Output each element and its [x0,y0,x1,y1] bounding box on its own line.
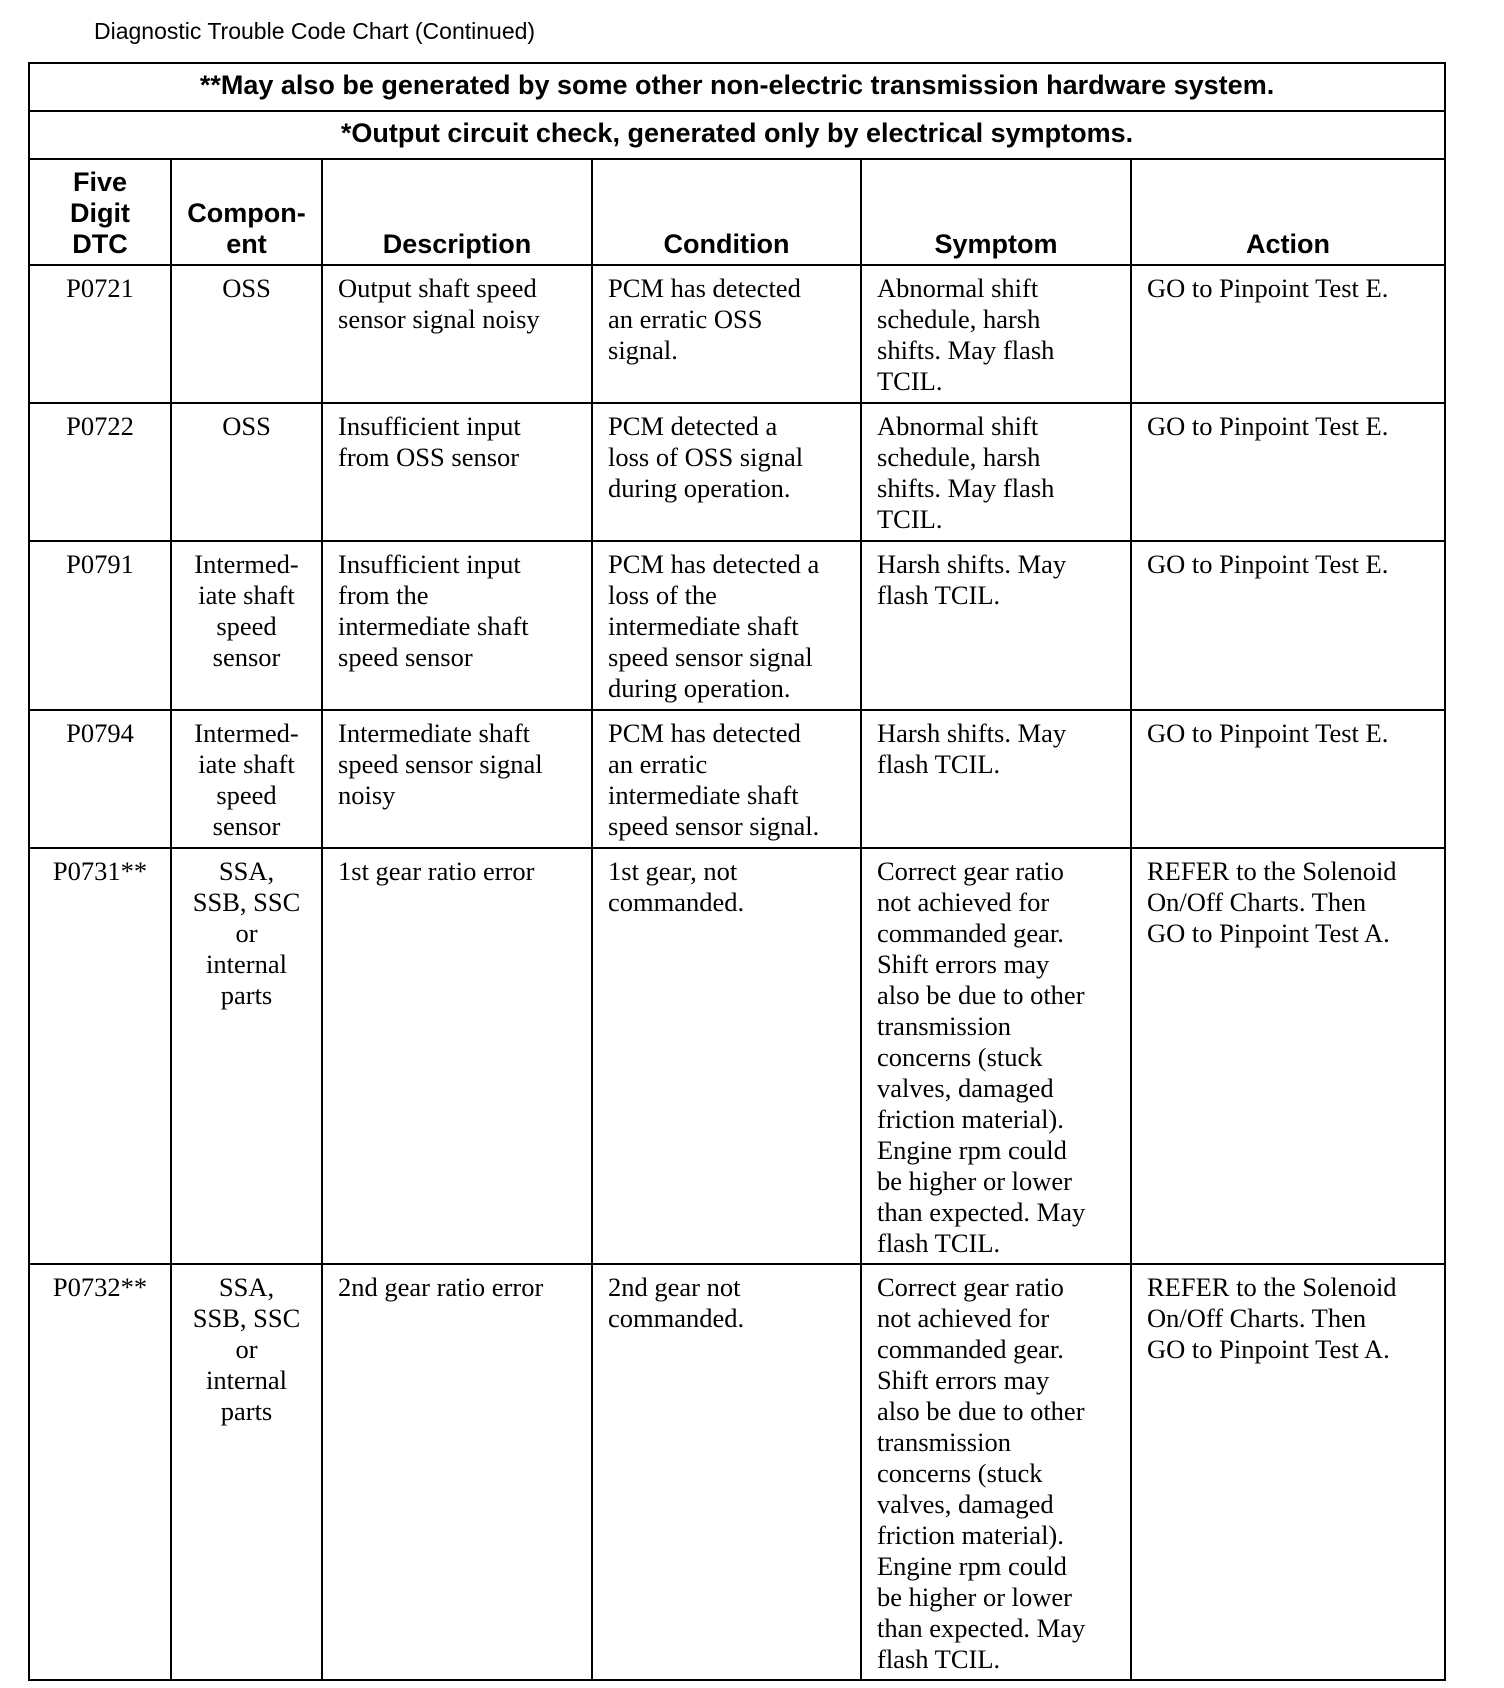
table-note-output-circuit: *Output circuit check, generated only by electrical symptoms. [29,111,1445,159]
cell-dtc: P0731** [29,848,171,1264]
cell-symptom: Harsh shifts. May flash TCIL. [861,710,1131,848]
page-title: Diagnostic Trouble Code Chart (Continued) [94,18,536,44]
table-row [29,403,1445,541]
cell-dtc: P0721 [29,265,171,403]
cell-description: 1st gear ratio error [322,848,592,1264]
table-row [29,265,1445,403]
cell-condition: PCM detected a loss of OSS signal during operation. [592,403,861,541]
column-header-action: Action [1131,159,1445,265]
table-note-hardware: **May also be generated by some other non-electric transmission hardware system. [29,63,1445,111]
cell-condition: PCM has detected a loss of the intermediate shaft speed sensor signal during operation. [592,541,861,710]
cell-action: GO to Pinpoint Test E. [1131,541,1445,710]
cell-action: REFER to the Solenoid On/Off Charts. Then GO to Pinpoint Test A. [1131,848,1445,1264]
cell-component: SSA, SSB, SSC or internal parts [171,848,322,1264]
cell-symptom: Correct gear ratio not achieved for commanded gear. Shift errors may also be due to other transmission concerns (stuck valves, damaged friction material). Engine rpm could be higher or lower than expected. May flash TCIL. [861,1264,1131,1680]
cell-action: GO to Pinpoint Test E. [1131,403,1445,541]
cell-symptom: Abnormal shift schedule, harsh shifts. May flash TCIL. [861,265,1131,403]
cell-dtc: P0794 [29,710,171,848]
cell-dtc: P0722 [29,403,171,541]
cell-condition: PCM has detected an erratic intermediate shaft speed sensor signal. [592,710,861,848]
cell-dtc: P0732** [29,1264,171,1680]
table-row [29,541,1445,710]
cell-description: Output shaft speed sensor signal noisy [322,265,592,403]
cell-component: OSS [171,265,322,403]
cell-condition: 1st gear, not commanded. [592,848,861,1264]
cell-description: Intermediate shaft speed sensor signal noisy [322,710,592,848]
cell-action: REFER to the Solenoid On/Off Charts. Then GO to Pinpoint Test A. [1131,1264,1445,1680]
cell-description: 2nd gear ratio error [322,1264,592,1680]
cell-symptom: Harsh shifts. May flash TCIL. [861,541,1131,710]
column-header-condition: Condition [592,159,861,265]
cell-action: GO to Pinpoint Test E. [1131,710,1445,848]
cell-description: Insufficient input from OSS sensor [322,403,592,541]
table-row [29,710,1445,848]
cell-dtc: P0791 [29,541,171,710]
table-row [29,848,1445,1264]
cell-symptom: Correct gear ratio not achieved for commanded gear. Shift errors may also be due to other transmission concerns (stuck valves, damaged friction material). Engine rpm could be higher or lower than expected. May flash TCIL. [861,848,1131,1264]
cell-condition: 2nd gear not commanded. [592,1264,861,1680]
column-header-component: Compon- ent [171,159,322,265]
cell-action: GO to Pinpoint Test E. [1131,265,1445,403]
column-header-symptom: Symptom [861,159,1131,265]
cell-component: Intermed- iate shaft speed sensor [171,541,322,710]
table-row [29,1264,1445,1680]
cell-symptom: Abnormal shift schedule, harsh shifts. May flash TCIL. [861,403,1131,541]
column-header-dtc: Five Digit DTC [29,159,171,265]
cell-description: Insufficient input from the intermediate shaft speed sensor [322,541,592,710]
cell-condition: PCM has detected an erratic OSS signal. [592,265,861,403]
dtc-table [28,62,1446,1681]
column-header-description: Description [322,159,592,265]
cell-component: OSS [171,403,322,541]
cell-component: SSA, SSB, SSC or internal parts [171,1264,322,1680]
cell-component: Intermed- iate shaft speed sensor [171,710,322,848]
